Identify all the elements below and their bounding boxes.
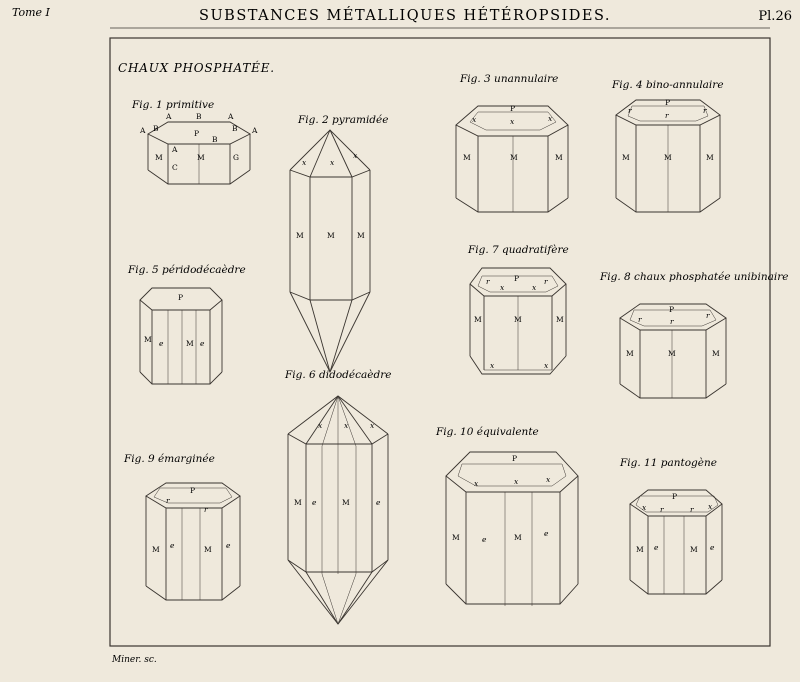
fig1-label-b1: B	[196, 112, 202, 121]
fig7-label-r2: r	[544, 277, 548, 286]
fig9-label-m1: M	[152, 545, 160, 554]
fig1-label-b4: B	[212, 135, 218, 144]
fig10-labels	[452, 454, 551, 544]
fig11-label-r2: r	[690, 505, 694, 514]
fig5-label-m1: M	[144, 335, 152, 344]
fig11-label-x1: x	[642, 503, 647, 512]
fig10-label-e1: e	[482, 535, 487, 544]
fig9-label-r1: r	[166, 496, 170, 505]
fig7-label-r1: r	[486, 277, 490, 286]
fig1-label-a1: A	[166, 112, 172, 121]
fig7-caption: Fig. 7 quadratifère	[468, 244, 569, 256]
fig9-label-r2: r	[204, 505, 208, 514]
fig9-label-p: P	[190, 486, 196, 495]
fig8-caption: Fig. 8 chaux phosphatée unibinaire	[600, 271, 789, 283]
fig7-label-m3: M	[556, 315, 564, 324]
fig6-label-m2: M	[342, 498, 350, 507]
fig2-label-m1: M	[296, 231, 304, 240]
fig3-label-m1: M	[463, 153, 471, 162]
fig11-label-m1: M	[636, 545, 644, 554]
header-tome: Tome I	[12, 6, 50, 19]
fig1-caption: Fig. 1 primitive	[132, 99, 215, 111]
fig4-label-m2: M	[664, 153, 672, 162]
fig6-label-x2: x	[344, 421, 349, 430]
fig2-label-x2: x	[330, 158, 335, 167]
fig11-label-x2: x	[708, 502, 713, 511]
fig7-labels	[474, 274, 564, 370]
fig9-label-e1: e	[170, 541, 175, 550]
fig8-label-r2: r	[670, 317, 674, 326]
fig3-label-m3: M	[555, 153, 563, 162]
fig7-label-x4: x	[544, 361, 549, 370]
fig8-label-m3: M	[712, 349, 720, 358]
fig1-label-a4: A	[252, 126, 258, 135]
fig5-label-e2: e	[200, 339, 205, 348]
fig10-label-m2: M	[514, 533, 522, 542]
fig3-label-x2: x	[510, 117, 515, 126]
fig8-label-r3: r	[706, 311, 710, 320]
header-plate-number: Pl.26	[758, 9, 792, 24]
fig4-label-r2: r	[665, 111, 669, 120]
fig8-label-p: P	[669, 305, 675, 314]
header-title: SUBSTANCES MÉTALLIQUES HÉTÉROPSIDES.	[199, 8, 611, 24]
fig5-label-m2: M	[186, 339, 194, 348]
fig7-label-x2: x	[532, 283, 537, 292]
fig6-label-m1: M	[294, 498, 302, 507]
fig9-caption: Fig. 9 émarginée	[124, 453, 215, 465]
fig2-label-m3: M	[357, 231, 365, 240]
fig2-label-x1: x	[302, 158, 307, 167]
fig11-label-r1: r	[660, 505, 664, 514]
fig7-label-p: P	[514, 274, 520, 283]
fig6-label-e2: e	[376, 498, 381, 507]
fig10-label-x2: x	[514, 477, 519, 486]
fig11-label-e1: e	[654, 543, 659, 552]
fig5-label-p: P	[178, 293, 184, 302]
engraver-signature: Miner. sc.	[112, 655, 157, 665]
fig1-label-m1: M	[155, 153, 163, 162]
fig3-label-x1: x	[472, 115, 477, 124]
fig4-label-m1: M	[622, 153, 630, 162]
fig1-label-b2: B	[153, 124, 159, 133]
fig11-label-m2: M	[690, 545, 698, 554]
fig6-caption: Fig. 6 didodécaèdre	[285, 369, 392, 381]
fig3-caption: Fig. 3 unannulaire	[460, 73, 559, 85]
fig9-label-e2: e	[226, 541, 231, 550]
fig11-caption: Fig. 11 pantogène	[620, 457, 717, 469]
plate-frame	[110, 38, 770, 646]
fig1-label-g: G	[233, 153, 239, 162]
fig7-label-x3: x	[490, 361, 495, 370]
fig11-label-p: P	[672, 492, 678, 501]
fig10-label-m1: M	[452, 533, 460, 542]
fig11-label-e2: e	[710, 543, 715, 552]
fig10-label-p: P	[512, 454, 518, 463]
fig5-label-e1: e	[159, 339, 164, 348]
fig2-label-m2: M	[327, 231, 335, 240]
plate-title: CHAUX PHOSPHATÉE.	[118, 61, 275, 75]
fig10-label-e2: e	[544, 529, 549, 538]
fig1-labels	[139, 112, 258, 172]
fig1-label-m2: M	[197, 153, 205, 162]
fig2-labels	[296, 151, 365, 240]
fig3-label-m2: M	[510, 153, 518, 162]
fig8-label-m2: M	[668, 349, 676, 358]
fig1-label-a2: A	[228, 112, 234, 121]
fig9-label-m2: M	[204, 545, 212, 554]
fig2-caption: Fig. 2 pyramidée	[298, 114, 389, 126]
fig4-label-r1: r	[628, 106, 632, 115]
fig5-crystal	[140, 288, 222, 384]
fig7-label-m2: M	[514, 315, 522, 324]
fig7-label-x1: x	[500, 283, 505, 292]
fig10-label-x1: x	[474, 479, 479, 488]
fig1-label-a3: A	[140, 126, 146, 135]
fig3-label-x3: x	[548, 114, 553, 123]
fig1-label-a5: A	[172, 145, 178, 154]
fig6-label-e1: e	[312, 498, 317, 507]
fig7-label-m1: M	[474, 315, 482, 324]
fig3-label-p: P	[510, 104, 516, 113]
fig6-label-x1: x	[318, 421, 323, 430]
fig10-caption: Fig. 10 équivalente	[436, 426, 539, 438]
fig4-caption: Fig. 4 bino-annulaire	[612, 79, 724, 91]
fig1-label-b3: B	[232, 124, 238, 133]
fig6-labels	[294, 421, 381, 507]
fig10-crystal	[446, 452, 578, 606]
fig2-label-x3: x	[353, 151, 358, 160]
fig6-label-x3: x	[370, 421, 375, 430]
fig5-caption: Fig. 5 péridodécaèdre	[128, 264, 246, 276]
fig6-crystal	[288, 396, 388, 624]
fig8-label-r1: r	[638, 315, 642, 324]
fig4-label-m3: M	[706, 153, 714, 162]
fig1-label-p: P	[194, 129, 200, 138]
fig10-label-x3: x	[546, 475, 551, 484]
fig8-label-m1: M	[626, 349, 634, 358]
fig4-label-p: P	[665, 98, 671, 107]
fig1-label-c: C	[172, 163, 178, 172]
fig4-label-r3: r	[703, 106, 707, 115]
fig9-labels	[152, 486, 231, 554]
